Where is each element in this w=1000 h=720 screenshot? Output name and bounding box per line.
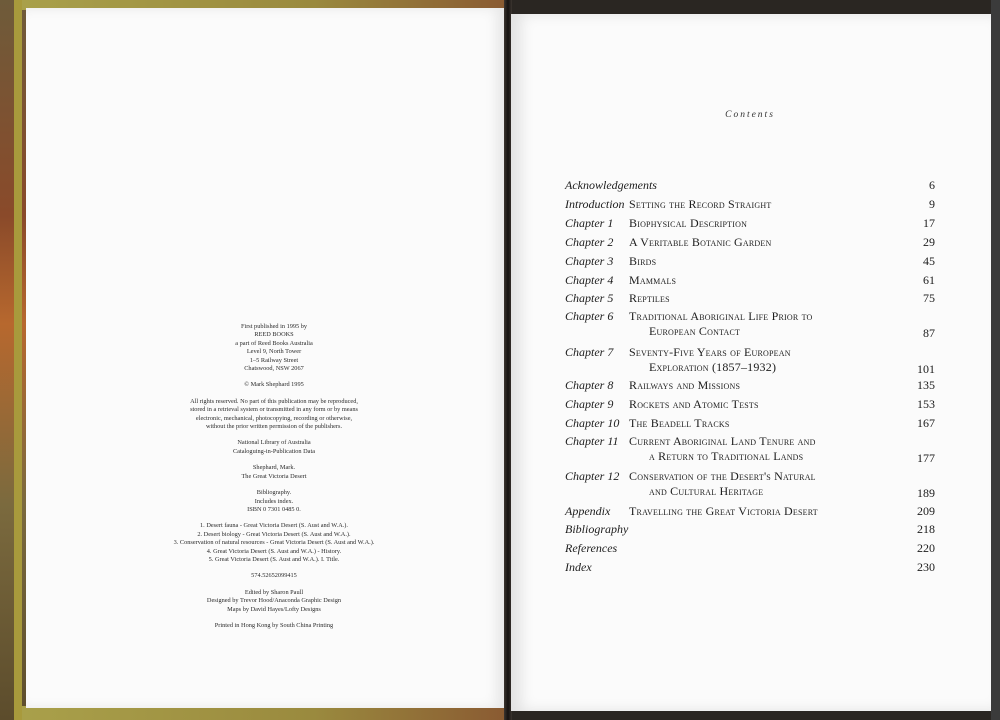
toc-entry-label: Chapter 11 <box>565 434 619 448</box>
toc-entry-page-number: 6 <box>929 178 935 192</box>
toc-entry-title <box>629 197 879 212</box>
toc-entry-title <box>629 504 879 519</box>
toc-entry-page-number: 135 <box>917 378 935 392</box>
imprint-line: REED BOOKS <box>254 331 294 339</box>
toc-entry-title-line: Seventy-Five Years of European <box>629 345 791 359</box>
toc-entry-page-number: 218 <box>917 522 935 536</box>
toc-entry-title <box>629 345 879 375</box>
imprint-line: First published in 1995 by <box>240 323 308 330</box>
book-cover-bottom-edge <box>22 706 508 720</box>
toc-entry-page-number: 153 <box>917 397 935 411</box>
credits <box>139 589 409 614</box>
toc-entry-label: Introduction <box>565 197 625 211</box>
toc-entry-label: Chapter 5 <box>565 291 614 305</box>
printed-line: Printed in Hong Kong by South China Printing <box>214 621 334 629</box>
toc-entry <box>565 216 935 232</box>
toc-entry-label: Chapter 12 <box>565 469 620 483</box>
imprint-line: 2. Desert biology - Great Victoria Desert (S. Aust and W.A.). <box>197 530 351 538</box>
imprint-line: 5. Great Victoria Desert (S. Aust and W.A.). I. Title. <box>208 555 340 563</box>
toc-entry-title <box>629 216 879 231</box>
classification-number: 574.52652099415 <box>251 572 297 580</box>
imprint-line: All rights reserved. No part of this publication may be reproduced, <box>190 397 358 405</box>
toc-entry <box>565 309 935 343</box>
toc-entry-page-number: 230 <box>917 560 935 574</box>
imprint-line: without the prior written permission of the publishers. <box>205 423 343 431</box>
toc-entry-title <box>629 434 879 464</box>
toc-entry-page-number: 220 <box>917 541 935 555</box>
toc-entry <box>565 541 935 557</box>
toc-entry-title-line: A Veritable Botanic Garden <box>629 235 772 249</box>
toc-entry-title-line: Conservation of the Desert's Natural <box>629 469 816 483</box>
imprint-line: stored in a retrieval system or transmitted in any form or by means <box>190 406 358 414</box>
toc-entry <box>565 522 935 538</box>
imprint-line: Shephard, Mark. <box>252 464 296 472</box>
publisher-lines <box>139 323 409 373</box>
toc-entry <box>565 254 935 270</box>
toc-entry-label: Chapter 6 <box>565 309 614 323</box>
imprint-line: ISBN 0 7301 0485 0. <box>247 505 301 513</box>
toc-entry-page-number: 209 <box>917 504 935 518</box>
rights-notice <box>139 398 409 432</box>
imprint-line: National Library of Australia <box>237 439 311 447</box>
toc-entry <box>565 197 935 213</box>
imprint-line: Cataloguing-in-Publication Data <box>232 447 316 455</box>
toc-entry <box>565 434 935 468</box>
imprint-line: 1–5 Railway Street <box>249 356 299 364</box>
imprint-line: Includes index. <box>254 497 294 505</box>
toc-entry-title-line: Setting the Record Straight <box>629 197 772 211</box>
toc-entry-title-line: Current Aboriginal Land Tenure and <box>629 434 816 448</box>
toc-entry-title-line: Exploration (1857–1932) <box>649 360 777 374</box>
toc-entry-title-line: and Cultural Heritage <box>649 484 764 498</box>
imprint-line: Edited by Sharon Paull <box>244 588 304 596</box>
toc-entry-title <box>629 378 879 393</box>
imprint-line: Maps by David Hayes/Lofty Designs <box>227 605 321 613</box>
imprint-line: a part of Reed Books Australia <box>235 339 313 347</box>
toc-entry-label: Chapter 2 <box>565 235 614 249</box>
toc-entry <box>565 345 935 379</box>
toc-entry-title <box>629 397 879 412</box>
toc-entry-title <box>629 309 879 339</box>
imprint-line: Chatswood, NSW 2067 <box>244 365 304 373</box>
toc-entry-title-line: Reptiles <box>629 291 670 305</box>
toc-entry <box>565 397 935 413</box>
toc-entry-title-line: Traditional Aboriginal Life Prior to <box>629 309 813 323</box>
toc-entry-page-number: 29 <box>923 235 935 249</box>
toc-entry-page-number: 177 <box>917 451 935 465</box>
toc-entry-title-line: a Return to Traditional Lands <box>649 449 804 463</box>
toc-entry <box>565 469 935 503</box>
toc-entry-title-line: Birds <box>629 254 657 268</box>
imprint-line: 4. Great Victoria Desert (S. Aust and W.A.) - History. <box>206 547 342 555</box>
toc-entry-page-number: 87 <box>923 326 935 340</box>
toc-entry-title-line: Biophysical Description <box>629 216 748 230</box>
bibliography-isbn <box>139 489 409 514</box>
toc-entry-page-number: 101 <box>917 362 935 376</box>
imprint-line: The Great Victoria Desert <box>241 472 307 480</box>
toc-entry <box>565 560 935 576</box>
imprint-line: 1. Desert fauna - Great Victoria Desert (S. Aust and W.A.). <box>200 522 348 530</box>
toc-entry-page-number: 167 <box>917 416 935 430</box>
toc-entry <box>565 416 935 432</box>
toc-entry-page-number: 189 <box>917 486 935 500</box>
toc-entry-label: Appendix <box>565 504 611 518</box>
toc-entry-label: Chapter 8 <box>565 378 614 392</box>
toc-entry-label: Chapter 3 <box>565 254 614 268</box>
toc-entry-title <box>629 469 879 499</box>
toc-entry-title <box>629 416 879 431</box>
toc-entry-page-number: 45 <box>923 254 935 268</box>
toc-entry-page-number: 17 <box>923 216 935 230</box>
toc-entry-title-line: The Beadell Tracks <box>629 416 730 430</box>
imprint-block <box>139 323 409 630</box>
toc-entry-title-line: Railways and Missions <box>629 378 741 392</box>
toc-entry <box>565 291 935 307</box>
toc-entry-title-line: European Contact <box>649 324 741 338</box>
toc-entry-title-line: Mammals <box>629 273 677 287</box>
imprint-line: Level 9, North Tower <box>246 348 302 356</box>
toc-entry-page-number: 61 <box>923 273 935 287</box>
toc-entry-title <box>629 273 879 288</box>
contents-heading: Contents <box>725 110 775 120</box>
toc-entry-title <box>629 235 879 250</box>
toc-entry-page-number: 75 <box>923 291 935 305</box>
toc-entry-label: Chapter 7 <box>565 345 614 359</box>
imprint-line: electronic, mechanical, photocopying, recording or otherwise, <box>195 414 353 422</box>
copyright-line: © Mark Shephard 1995 <box>244 381 304 389</box>
imprint-line: Bibliography. <box>256 489 292 497</box>
imprint-line: 3. Conservation of natural resources - Great Victoria Desert (S. Aust and W.A.). <box>173 539 375 547</box>
toc-entry-label: Acknowledgements <box>565 178 657 192</box>
cip-heading <box>139 439 409 456</box>
toc-entry-label: Chapter 9 <box>565 397 614 411</box>
author-title <box>139 464 409 481</box>
toc-entry <box>565 378 935 394</box>
toc-entry <box>565 235 935 251</box>
toc-entry <box>565 273 935 289</box>
toc-entry <box>565 504 935 520</box>
toc-entry-label: Index <box>565 560 592 574</box>
toc-entry <box>565 178 935 194</box>
toc-entry-title-line: Rockets and Atomic Tests <box>629 397 759 411</box>
subject-headings <box>139 522 409 564</box>
toc-entry-label: Chapter 1 <box>565 216 614 230</box>
toc-entry-label: Chapter 10 <box>565 416 620 430</box>
toc-entry-title <box>629 254 879 269</box>
toc-entry-page-number: 9 <box>929 197 935 211</box>
toc-entry-label: Chapter 4 <box>565 273 614 287</box>
toc-entry-label: References <box>565 541 618 555</box>
imprint-line: Designed by Trevor Hood/Anaconda Graphic Design <box>206 597 342 605</box>
book-right-edge <box>991 0 1000 720</box>
toc-entry-label: Bibliography <box>565 522 629 536</box>
toc-entry-title <box>629 291 879 306</box>
toc-entry-title-line: Travelling the Great Victoria Desert <box>629 504 818 518</box>
